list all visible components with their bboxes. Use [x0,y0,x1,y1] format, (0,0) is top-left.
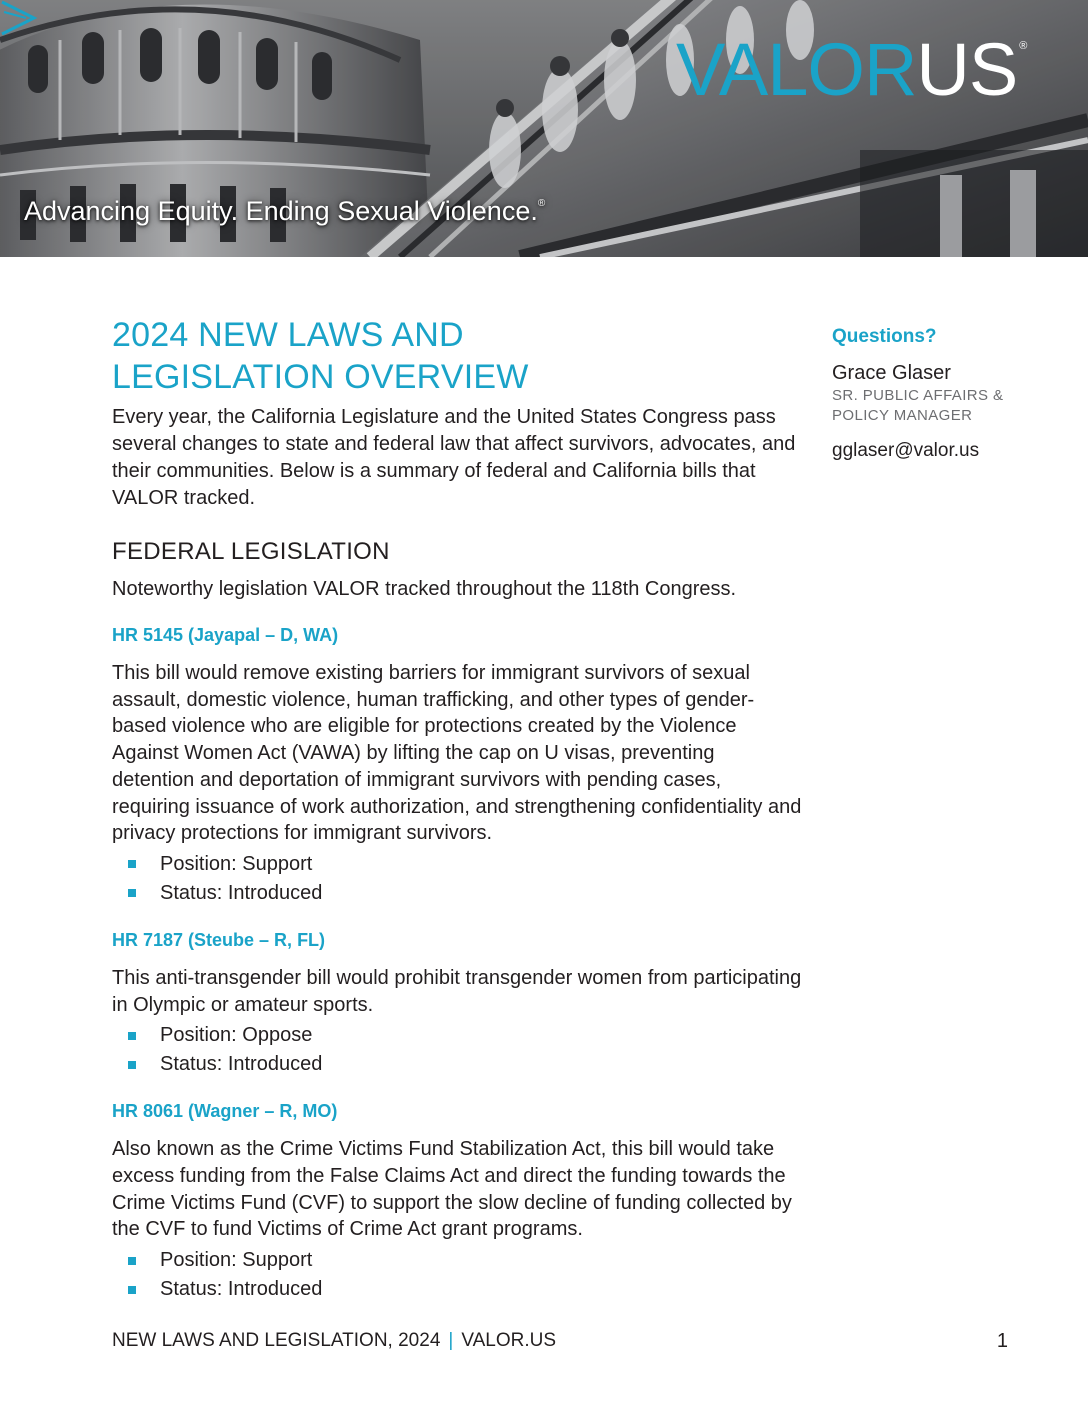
page-footer [112,1328,556,1354]
bill-position: Position: Support [160,1249,313,1272]
footer-document-name: NEW LAWS AND LEGISLATION, 2024 [112,1330,441,1351]
tagline-text: Advancing Equity. Ending Sexual Violence. [24,196,538,226]
square-bullet-icon [128,1286,136,1294]
bill-description: This anti-transgender bill would prohibit transgender women from participating in Olympic or amateur sports. [112,966,802,1016]
bill-position: Position: Oppose [160,1024,313,1047]
square-bullet-icon [128,1061,136,1069]
square-bullet-icon [128,889,136,897]
square-bullet-icon [128,1257,136,1265]
bill-hr-7187 [112,928,802,1079]
footer-separator: | [448,1330,454,1351]
contact-sidebar [832,324,1072,464]
questions-heading: Questions? [832,326,937,347]
bill-hr-5145 [112,623,802,908]
list-item [112,1275,802,1304]
intro-paragraph: Every year, the California Legislature and the United States Congress pass several changes to state and federal law that affect survivors, advocates, and their communities. Below is a summary of federal and California bills that VALOR tracked. [112,406,796,509]
page-title-line-2: LEGISLATION OVERVIEW [112,358,529,396]
bill-description: Also known as the Crime Victims Fund Stabilization Act, this bill would take excess funding from the False Claims Act and direct the funding towards the Crime Victims Fund (CVF) to support the slow decline of funding collected by the CVF to fund Victims of Crime Act grant programs. [112,1138,792,1241]
header-banner [0,0,1088,257]
list-item [112,1050,802,1079]
bill-details-list [112,1246,802,1304]
logo-chevron-icon [0,0,38,36]
page-number: 1 [996,1330,1008,1352]
contact-role-line-2: POLICY MANAGER [832,407,973,424]
bill-status: Status: Introduced [160,1278,323,1301]
bill-details-list [112,850,802,908]
contact-email-link[interactable]: gglaser@valor.us [832,440,980,461]
contact-role-line-1: SR. PUBLIC AFFAIRS & [832,387,1004,404]
tagline-registered-mark: ® [537,198,546,209]
main-content [112,314,802,1304]
footer-website-link[interactable]: VALOR.US [461,1330,557,1351]
list-item [112,850,802,879]
valor-us-logo [676,30,1027,110]
list-item [112,1246,802,1275]
bill-position: Position: Support [160,852,313,875]
page-title [112,314,802,398]
logo-valor-text: VALOR [676,28,917,111]
bill-hr-8061 [112,1099,802,1304]
section-subtitle: Noteworthy legislation VALOR tracked throughout the 118th Congress. [112,578,737,600]
logo-us-text: US [916,28,1018,111]
bill-status: Status: Introduced [160,1053,323,1076]
list-item [112,879,802,908]
section-title-federal: FEDERAL LEGISLATION [112,538,390,565]
bill-title: HR 5145 (Jayapal – D, WA) [112,625,339,645]
square-bullet-icon [128,1032,136,1040]
bill-title: HR 7187 (Steube – R, FL) [112,929,326,950]
bill-status: Status: Introduced [160,881,323,904]
list-item [112,1021,802,1050]
square-bullet-icon [128,860,136,868]
contact-name: Grace Glaser [832,362,951,384]
tagline [24,196,545,227]
bill-title: HR 8061 (Wagner – R, MO) [112,1101,338,1122]
page-title-line-1: 2024 NEW LAWS AND [112,316,464,354]
logo-registered-mark: ® [1019,40,1028,52]
bill-description: This bill would remove existing barriers for immigrant survivors of sexual assault, domestic violence, human trafficking, and other types of gender-based violence who are eligible for protections created by the Violence Against Women Act (VAWA) by lifting the cap on U visas, preventing detention and deportation of immigrant survivors with pending cases, requiring issuance of work authorization, and strengthening confidentiality and privacy protections for immigrant survivors. [112,662,802,845]
bill-details-list [112,1021,802,1079]
